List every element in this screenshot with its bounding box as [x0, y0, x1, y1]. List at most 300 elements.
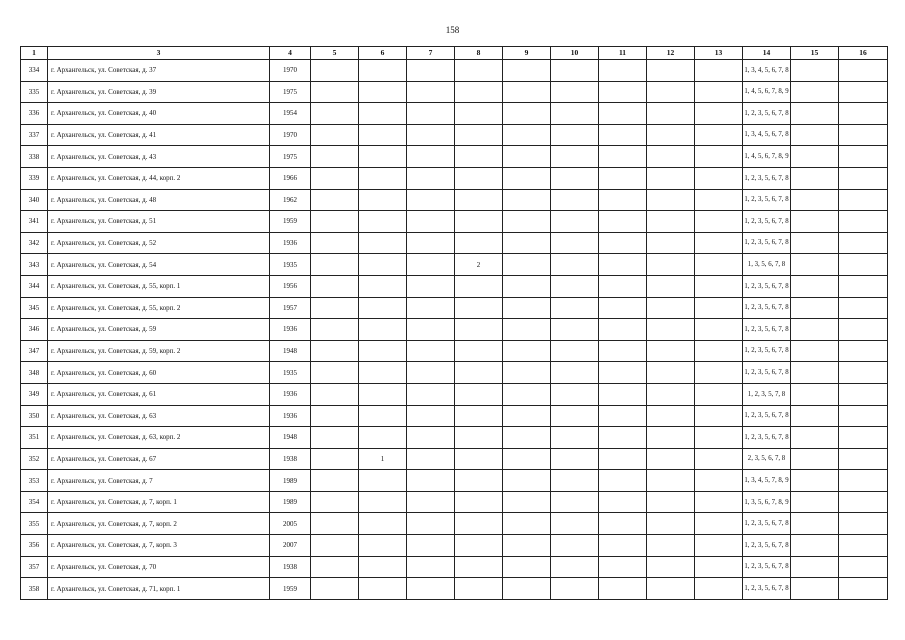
codes-cell: 1, 2, 3, 5, 6, 7, 8	[743, 319, 791, 341]
empty-cell	[695, 340, 743, 362]
empty-cell	[647, 383, 695, 405]
address-cell: г. Архангельск, ул. Советская, д. 43	[48, 146, 270, 168]
column-header: 12	[647, 47, 695, 60]
empty-cell	[407, 211, 455, 233]
column-header: 5	[311, 47, 359, 60]
year-cell: 1970	[270, 60, 311, 82]
empty-cell	[407, 405, 455, 427]
table-row	[21, 513, 888, 535]
empty-cell	[311, 427, 359, 449]
column-6-cell	[359, 167, 407, 189]
empty-cell	[551, 405, 599, 427]
empty-cell	[647, 556, 695, 578]
table-row	[21, 491, 888, 513]
empty-cell	[647, 362, 695, 384]
empty-cell	[839, 556, 888, 578]
table-row	[21, 254, 888, 276]
empty-cell	[551, 535, 599, 557]
year-cell: 1959	[270, 211, 311, 233]
empty-cell	[599, 491, 647, 513]
empty-cell	[599, 470, 647, 492]
empty-cell	[407, 340, 455, 362]
empty-cell	[599, 189, 647, 211]
empty-cell	[311, 189, 359, 211]
column-8-cell	[455, 513, 503, 535]
empty-cell	[551, 60, 599, 82]
empty-cell	[695, 491, 743, 513]
empty-cell	[791, 535, 839, 557]
codes-cell: 1, 2, 3, 5, 6, 7, 8	[743, 167, 791, 189]
empty-cell	[599, 60, 647, 82]
empty-cell	[311, 383, 359, 405]
column-6-cell	[359, 211, 407, 233]
empty-cell	[599, 448, 647, 470]
empty-cell	[839, 340, 888, 362]
empty-cell	[551, 103, 599, 125]
empty-cell	[407, 275, 455, 297]
empty-cell	[407, 146, 455, 168]
empty-cell	[407, 254, 455, 276]
empty-cell	[839, 124, 888, 146]
empty-cell	[503, 535, 551, 557]
empty-cell	[599, 556, 647, 578]
address-cell: г. Архангельск, ул. Советская, д. 61	[48, 383, 270, 405]
empty-cell	[695, 448, 743, 470]
column-header: 14	[743, 47, 791, 60]
year-cell: 1962	[270, 189, 311, 211]
empty-cell	[695, 405, 743, 427]
address-cell: г. Архангельск, ул. Советская, д. 39	[48, 81, 270, 103]
empty-cell	[695, 189, 743, 211]
empty-cell	[311, 167, 359, 189]
row-number-cell: 341	[21, 211, 48, 233]
empty-cell	[647, 448, 695, 470]
codes-cell: 1, 2, 3, 5, 6, 7, 8	[743, 232, 791, 254]
row-number-cell: 357	[21, 556, 48, 578]
empty-cell	[551, 189, 599, 211]
empty-cell	[839, 189, 888, 211]
codes-cell: 1, 3, 4, 5, 6, 7, 8	[743, 60, 791, 82]
empty-cell	[791, 232, 839, 254]
address-cell: г. Архангельск, ул. Советская, д. 52	[48, 232, 270, 254]
year-cell: 1948	[270, 427, 311, 449]
empty-cell	[311, 146, 359, 168]
empty-cell	[407, 297, 455, 319]
empty-cell	[503, 362, 551, 384]
empty-cell	[599, 103, 647, 125]
column-6-cell	[359, 578, 407, 600]
column-6-cell	[359, 405, 407, 427]
empty-cell	[551, 167, 599, 189]
empty-cell	[407, 81, 455, 103]
column-6-cell	[359, 297, 407, 319]
empty-cell	[407, 383, 455, 405]
empty-cell	[647, 470, 695, 492]
year-cell: 1956	[270, 275, 311, 297]
empty-cell	[647, 297, 695, 319]
column-8-cell	[455, 275, 503, 297]
empty-cell	[551, 211, 599, 233]
year-cell: 1989	[270, 491, 311, 513]
column-8-cell	[455, 297, 503, 319]
codes-cell: 1, 4, 5, 6, 7, 8, 9	[743, 81, 791, 103]
table-row	[21, 578, 888, 600]
row-number-cell: 350	[21, 405, 48, 427]
empty-cell	[407, 448, 455, 470]
column-6-cell	[359, 513, 407, 535]
table-row	[21, 470, 888, 492]
table-row	[21, 297, 888, 319]
empty-cell	[791, 427, 839, 449]
empty-cell	[503, 167, 551, 189]
codes-cell: 1, 2, 3, 5, 6, 7, 8	[743, 405, 791, 427]
table-row	[21, 60, 888, 82]
address-cell: г. Архангельск, ул. Советская, д. 51	[48, 211, 270, 233]
empty-cell	[503, 340, 551, 362]
empty-cell	[791, 383, 839, 405]
empty-cell	[647, 232, 695, 254]
row-number-cell: 355	[21, 513, 48, 535]
empty-cell	[791, 491, 839, 513]
empty-cell	[311, 340, 359, 362]
row-number-cell: 346	[21, 319, 48, 341]
column-8-cell	[455, 448, 503, 470]
empty-cell	[407, 491, 455, 513]
table-row	[21, 211, 888, 233]
row-number-cell: 340	[21, 189, 48, 211]
empty-cell	[695, 556, 743, 578]
column-header: 6	[359, 47, 407, 60]
empty-cell	[791, 124, 839, 146]
year-cell: 1954	[270, 103, 311, 125]
year-cell: 1966	[270, 167, 311, 189]
codes-cell: 1, 2, 3, 5, 7, 8	[743, 383, 791, 405]
empty-cell	[599, 405, 647, 427]
empty-cell	[695, 81, 743, 103]
row-number-cell: 358	[21, 578, 48, 600]
row-number-cell: 338	[21, 146, 48, 168]
row-number-cell: 344	[21, 275, 48, 297]
empty-cell	[695, 167, 743, 189]
empty-cell	[695, 146, 743, 168]
row-number-cell: 349	[21, 383, 48, 405]
column-header: 16	[839, 47, 888, 60]
empty-cell	[599, 319, 647, 341]
empty-cell	[551, 362, 599, 384]
empty-cell	[311, 81, 359, 103]
empty-cell	[647, 81, 695, 103]
empty-cell	[839, 297, 888, 319]
empty-cell	[791, 362, 839, 384]
column-6-cell	[359, 362, 407, 384]
empty-cell	[551, 383, 599, 405]
empty-cell	[599, 254, 647, 276]
column-8-cell	[455, 103, 503, 125]
column-8-cell	[455, 167, 503, 189]
empty-cell	[791, 340, 839, 362]
address-cell: г. Архангельск, ул. Советская, д. 55, корп. 1	[48, 275, 270, 297]
empty-cell	[503, 211, 551, 233]
empty-cell	[503, 405, 551, 427]
empty-cell	[695, 535, 743, 557]
empty-cell	[647, 124, 695, 146]
row-number-cell: 348	[21, 362, 48, 384]
address-cell: г. Архангельск, ул. Советская, д. 55, корп. 2	[48, 297, 270, 319]
empty-cell	[839, 167, 888, 189]
empty-cell	[407, 513, 455, 535]
column-6-cell	[359, 81, 407, 103]
column-header: 3	[48, 47, 270, 60]
empty-cell	[407, 362, 455, 384]
codes-cell: 1, 2, 3, 5, 6, 7, 8	[743, 189, 791, 211]
empty-cell	[599, 578, 647, 600]
empty-cell	[647, 491, 695, 513]
column-8-cell	[455, 319, 503, 341]
empty-cell	[551, 470, 599, 492]
column-6-cell	[359, 319, 407, 341]
year-cell: 1948	[270, 340, 311, 362]
empty-cell	[311, 448, 359, 470]
empty-cell	[503, 232, 551, 254]
empty-cell	[647, 146, 695, 168]
empty-cell	[647, 103, 695, 125]
table-row	[21, 383, 888, 405]
empty-cell	[503, 254, 551, 276]
empty-cell	[551, 81, 599, 103]
address-cell: г. Архангельск, ул. Советская, д. 60	[48, 362, 270, 384]
empty-cell	[311, 491, 359, 513]
column-header: 9	[503, 47, 551, 60]
empty-cell	[695, 319, 743, 341]
column-6-cell	[359, 103, 407, 125]
codes-cell: 1, 2, 3, 5, 6, 7, 8	[743, 556, 791, 578]
year-cell: 1989	[270, 470, 311, 492]
codes-cell: 1, 3, 5, 6, 7, 8	[743, 254, 791, 276]
empty-cell	[503, 81, 551, 103]
empty-cell	[695, 60, 743, 82]
page-number: 158	[445, 25, 460, 35]
column-header: 7	[407, 47, 455, 60]
year-cell: 1959	[270, 578, 311, 600]
address-cell: г. Архангельск, ул. Советская, д. 7	[48, 470, 270, 492]
address-cell: г. Архангельск, ул. Советская, д. 63	[48, 405, 270, 427]
address-cell: г. Архангельск, ул. Советская, д. 40	[48, 103, 270, 125]
empty-cell	[311, 103, 359, 125]
empty-cell	[599, 297, 647, 319]
table-row	[21, 535, 888, 557]
empty-cell	[551, 556, 599, 578]
codes-cell: 1, 3, 4, 5, 7, 8, 9	[743, 470, 791, 492]
address-cell: г. Архангельск, ул. Советская, д. 44, корп. 2	[48, 167, 270, 189]
column-8-cell	[455, 556, 503, 578]
codes-cell: 1, 3, 4, 5, 6, 7, 8	[743, 124, 791, 146]
empty-cell	[407, 124, 455, 146]
column-6-cell	[359, 232, 407, 254]
column-8-cell	[455, 232, 503, 254]
address-cell: г. Архангельск, ул. Советская, д. 59, корп. 2	[48, 340, 270, 362]
housing-register-table	[20, 46, 888, 600]
row-number-cell: 334	[21, 60, 48, 82]
row-number-cell: 345	[21, 297, 48, 319]
empty-cell	[599, 211, 647, 233]
codes-cell: 1, 2, 3, 5, 6, 7, 8	[743, 578, 791, 600]
row-number-cell: 347	[21, 340, 48, 362]
codes-cell: 1, 2, 3, 5, 6, 7, 8	[743, 103, 791, 125]
address-cell: г. Архангельск, ул. Советская, д. 7, корп. 3	[48, 535, 270, 557]
empty-cell	[791, 470, 839, 492]
empty-cell	[695, 275, 743, 297]
table-row	[21, 146, 888, 168]
empty-cell	[695, 513, 743, 535]
empty-cell	[599, 383, 647, 405]
codes-cell: 1, 2, 3, 5, 6, 7, 8	[743, 211, 791, 233]
codes-cell: 1, 2, 3, 5, 6, 7, 8	[743, 362, 791, 384]
empty-cell	[407, 189, 455, 211]
empty-cell	[503, 513, 551, 535]
empty-cell	[647, 535, 695, 557]
year-cell: 1975	[270, 146, 311, 168]
empty-cell	[407, 427, 455, 449]
column-header: 15	[791, 47, 839, 60]
empty-cell	[551, 232, 599, 254]
empty-cell	[503, 491, 551, 513]
empty-cell	[791, 297, 839, 319]
empty-cell	[647, 167, 695, 189]
empty-cell	[503, 103, 551, 125]
empty-cell	[647, 405, 695, 427]
column-6-cell	[359, 427, 407, 449]
column-6-cell: 1	[359, 448, 407, 470]
empty-cell	[503, 383, 551, 405]
empty-cell	[647, 427, 695, 449]
empty-cell	[311, 578, 359, 600]
row-number-cell: 337	[21, 124, 48, 146]
empty-cell	[503, 470, 551, 492]
empty-cell	[599, 275, 647, 297]
year-cell: 1936	[270, 383, 311, 405]
empty-cell	[695, 232, 743, 254]
empty-cell	[551, 319, 599, 341]
empty-cell	[599, 81, 647, 103]
empty-cell	[695, 383, 743, 405]
empty-cell	[839, 60, 888, 82]
empty-cell	[791, 189, 839, 211]
empty-cell	[407, 556, 455, 578]
empty-cell	[503, 275, 551, 297]
empty-cell	[647, 275, 695, 297]
column-number-row	[21, 47, 888, 60]
address-cell: г. Архангельск, ул. Советская, д. 7, корп. 1	[48, 491, 270, 513]
column-8-cell	[455, 383, 503, 405]
empty-cell	[311, 232, 359, 254]
empty-cell	[407, 232, 455, 254]
empty-cell	[839, 535, 888, 557]
empty-cell	[839, 427, 888, 449]
empty-cell	[311, 556, 359, 578]
row-number-cell: 353	[21, 470, 48, 492]
year-cell: 1935	[270, 362, 311, 384]
empty-cell	[551, 124, 599, 146]
empty-cell	[599, 513, 647, 535]
codes-cell: 1, 2, 3, 5, 6, 7, 8	[743, 340, 791, 362]
table-row	[21, 556, 888, 578]
empty-cell	[647, 340, 695, 362]
column-8-cell	[455, 81, 503, 103]
empty-cell	[551, 146, 599, 168]
column-8-cell	[455, 146, 503, 168]
table-row	[21, 319, 888, 341]
column-header: 4	[270, 47, 311, 60]
column-8-cell	[455, 405, 503, 427]
column-8-cell	[455, 427, 503, 449]
empty-cell	[695, 254, 743, 276]
empty-cell	[791, 254, 839, 276]
row-number-cell: 335	[21, 81, 48, 103]
empty-cell	[503, 60, 551, 82]
column-6-cell	[359, 340, 407, 362]
empty-cell	[647, 254, 695, 276]
address-cell: г. Архангельск, ул. Советская, д. 48	[48, 189, 270, 211]
empty-cell	[407, 60, 455, 82]
empty-cell	[599, 340, 647, 362]
address-cell: г. Архангельск, ул. Советская, д. 71, корп. 1	[48, 578, 270, 600]
column-6-cell	[359, 491, 407, 513]
empty-cell	[791, 405, 839, 427]
empty-cell	[647, 189, 695, 211]
empty-cell	[791, 448, 839, 470]
address-cell: г. Архангельск, ул. Советская, д. 7, корп. 2	[48, 513, 270, 535]
empty-cell	[311, 297, 359, 319]
empty-cell	[551, 254, 599, 276]
empty-cell	[791, 103, 839, 125]
year-cell: 1938	[270, 448, 311, 470]
empty-cell	[551, 427, 599, 449]
empty-cell	[839, 491, 888, 513]
table-row	[21, 275, 888, 297]
empty-cell	[791, 556, 839, 578]
row-number-cell: 343	[21, 254, 48, 276]
empty-cell	[599, 232, 647, 254]
empty-cell	[839, 470, 888, 492]
empty-cell	[791, 167, 839, 189]
row-number-cell: 339	[21, 167, 48, 189]
row-number-cell: 352	[21, 448, 48, 470]
empty-cell	[839, 211, 888, 233]
column-8-cell	[455, 535, 503, 557]
codes-cell: 1, 3, 5, 6, 7, 8, 9	[743, 491, 791, 513]
empty-cell	[839, 448, 888, 470]
table-row	[21, 448, 888, 470]
year-cell: 2007	[270, 535, 311, 557]
empty-cell	[503, 578, 551, 600]
empty-cell	[647, 578, 695, 600]
empty-cell	[311, 470, 359, 492]
empty-cell	[407, 578, 455, 600]
empty-cell	[311, 275, 359, 297]
empty-cell	[791, 81, 839, 103]
year-cell: 1970	[270, 124, 311, 146]
column-8-cell	[455, 578, 503, 600]
table-row	[21, 405, 888, 427]
empty-cell	[551, 491, 599, 513]
empty-cell	[695, 362, 743, 384]
column-8-cell	[455, 124, 503, 146]
column-header: 1	[21, 47, 48, 60]
column-header: 10	[551, 47, 599, 60]
column-6-cell	[359, 556, 407, 578]
empty-cell	[791, 513, 839, 535]
empty-cell	[695, 124, 743, 146]
